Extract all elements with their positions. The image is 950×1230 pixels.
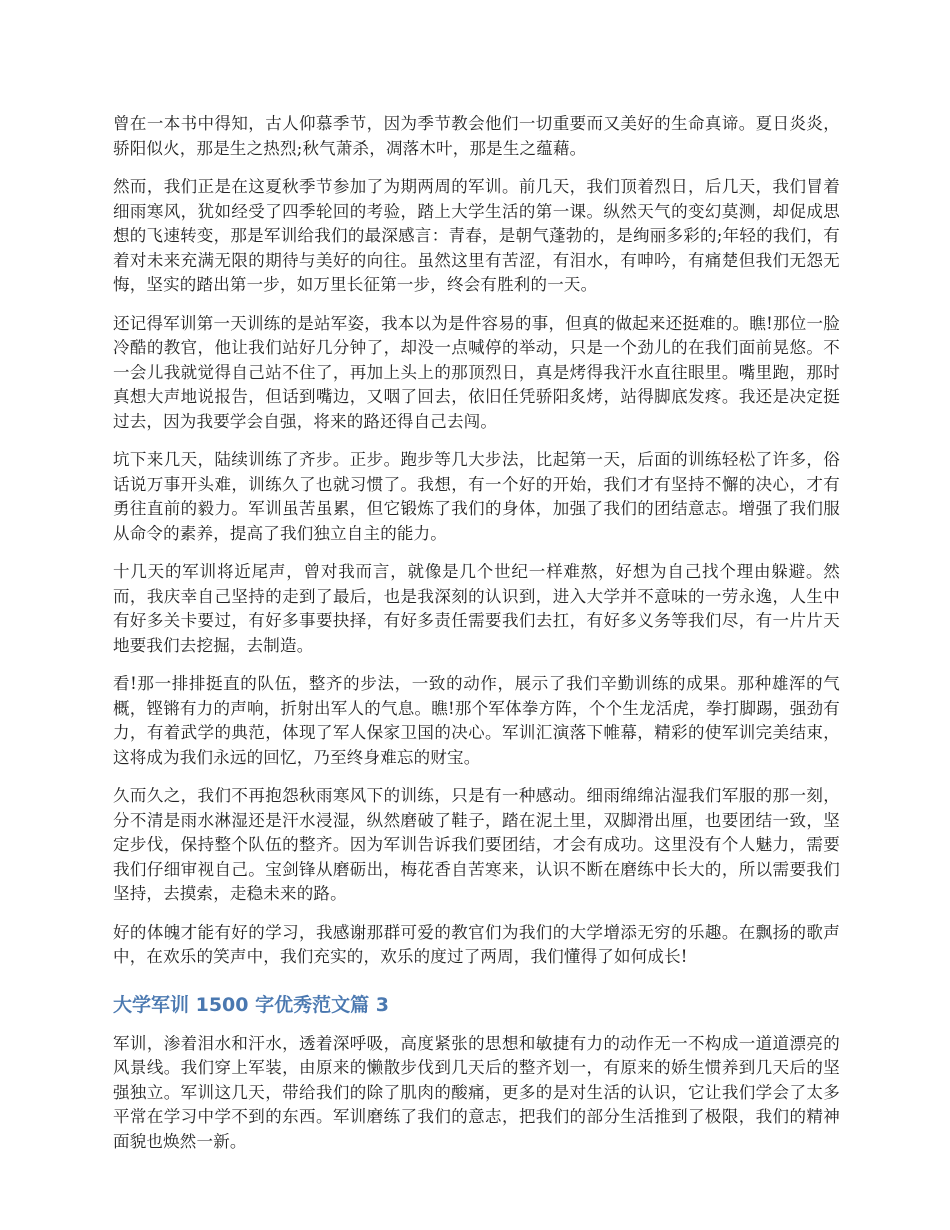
document-page xyxy=(113,112,840,1168)
paragraph-3: 还记得军训第一天训练的是站军姿，我本以为是件容易的事，但真的做起来还挺难的。瞧!那位一脸冷酷的教官，他让我们站好几分钟了，却没一点喊停的举动，只是一个劲儿的在我们面前晃悠。不一会儿我就觉得自己站不住了，再加上头上的那顶烈日，真是烤得我汗水直往眼里。嘴里跑，那时真想大声地说报告，但话到嘴边，又咽了回去，依旧任凭骄阳炙烤，站得脚底发疼。我还是决定挺过去，因为我要学会自强，将来的路还得自己去闯。 xyxy=(113,313,840,431)
paragraph-6: 看!那一排排挺直的队伍，整齐的步法，一致的动作，展示了我们辛勤训练的成果。那种雄浑的气概，铿锵有力的声响，折射出军人的气息。瞧!那个军体拳方阵，个个生龙活虎，拳打脚踢，强劲有力，有着武学的典范，体现了军人保家卫国的决心。军训汇演落下帷幕，精彩的使军训完美结束，这将成为我们永远的回忆，乃至终身难忘的财宝。 xyxy=(113,674,840,767)
section-heading: 大学军训 1500 字优秀范文篇 3 xyxy=(113,993,389,1016)
paragraph-7: 久而久之，我们不再抱怨秋雨寒风下的训练，只是有一种感动。细雨绵绵沾湿我们军服的那一刻，分不清是雨水淋湿还是汗水浸湿，纵然磨破了鞋子，踏在泥土里，双脚滑出厘，也要团结一致，坚定步伐，保持整个队伍的整齐。因为军训告诉我们要团结，才会有成功。这里没有个人魅力，需要我们仔细审视自己。宝剑锋从磨砺出，梅花香自苦寒来，认识不断在磨练中长大的，所以需要我们坚持，去摸索，走稳未来的路。 xyxy=(113,786,840,903)
paragraph-5: 十几天的军训将近尾声，曾对我而言，就像是几个世纪一样难熬，好想为自己找个理由躲避。然而，我庆幸自己坚持的走到了最后，也是我深刻的认识到，进入大学并不意味的一劳永逸，人生中有好多关卡要过，有好多事要抉择，有好多责任需要我们去扛，有好多义务等我们尽，有一片片天地要我们去挖掘，去制造。 xyxy=(113,562,840,655)
paragraph-4: 坑下来几天，陆续训练了齐步。正步。跑步等几大步法，比起第一天，后面的训练轻松了许多，俗话说万事开头难，训练久了也就习惯了。我想，有一个好的开始，我们才有坚持不懈的决心，才有勇往直前的毅力。军训虽苦虽累，但它锻炼了我们的身体，加强了我们的团结意志。增强了我们服从命令的素养，提高了我们独立自主的能力。 xyxy=(113,450,840,543)
paragraph-8: 好的体魄才能有好的学习，我感谢那群可爱的教官们为我们的大学增添无穷的乐趣。在飘扬的歌声中，在欢乐的笑声中，我们充实的，欢乐的度过了两周，我们懂得了如何成长! xyxy=(113,922,840,966)
paragraph-1: 曾在一本书中得知，古人仰慕季节，因为季节教会他们一切重要而又美好的生命真谛。夏日炎炎，骄阳似火，那是生之热烈;秋气萧杀，凋落木叶，那是生之蕴藉。 xyxy=(113,114,840,158)
paragraph-9: 军训，渗着泪水和汗水，透着深呼吸，高度紧张的思想和敏捷有力的动作无一不构成一道道漂亮的风景线。我们穿上军装，由原来的懒散步伐到几天后的整齐划一，有原来的娇生惯养到几天后的坚强独立。军训这几天，带给我们的除了肌肉的酸痛，更多的是对生活的认识，它让我们学会了太多平常在学习中学不到的东西。军训磨练了我们的意志，把我们的部分生活推到了极限，我们的精神面貌也焕然一新。 xyxy=(113,1033,840,1151)
paragraph-2: 然而，我们正是在这夏秋季节参加了为期两周的军训。前几天，我们顶着烈日，后几天，我们冒着细雨寒风，犹如经受了四季轮回的考验，踏上大学生活的第一课。纵然天气的变幻莫测，却促成思想的飞速转变，那是军训给我们的最深感言：青春，是朝气蓬勃的，是绚丽多彩的;年轻的我们，有着对未来充满无限的期待与美好的向往。虽然这里有苦涩，有泪水，有呻吟，有痛楚但我们无怨无悔，坚实的踏出第一步，如万里长征第一步，终会有胜利的一天。 xyxy=(113,177,840,294)
